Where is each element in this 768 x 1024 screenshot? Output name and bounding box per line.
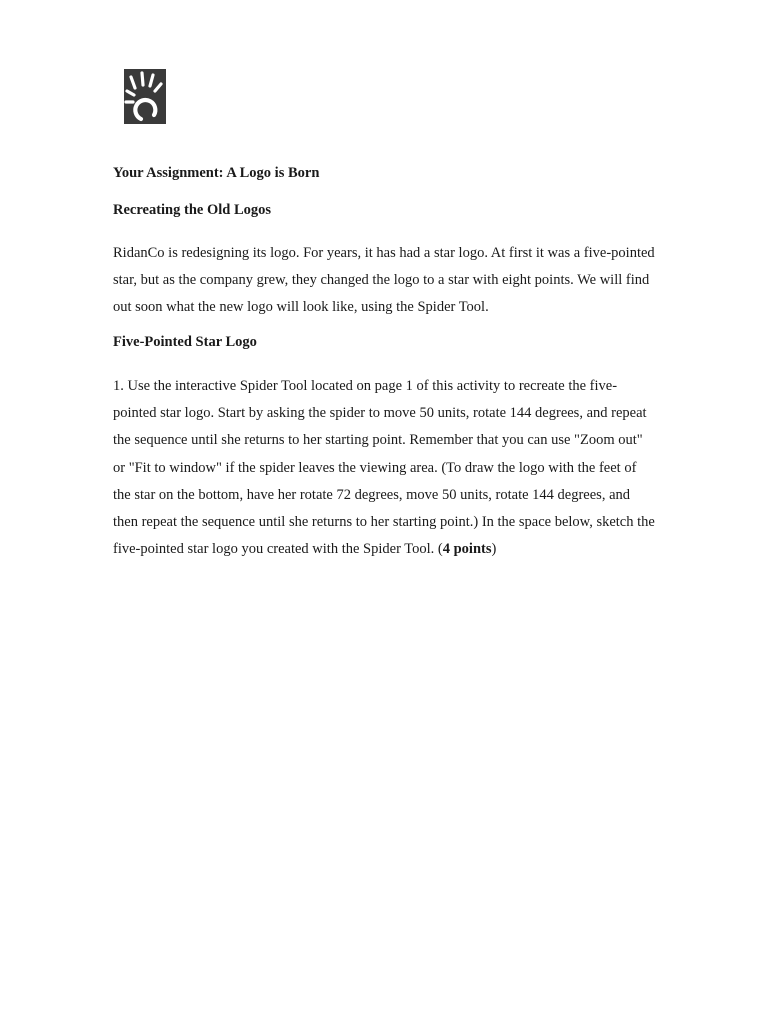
intro-paragraph xyxy=(113,240,681,322)
question-line: the sequence until she returns to her starting point. Remember that you can use "Zoom out" xyxy=(113,432,643,449)
question-last-line-suffix: ) xyxy=(491,541,497,558)
question-line: the star on the bottom, have her rotate 72 degrees, move 50 units, rotate 144 degrees, and xyxy=(113,486,631,503)
question-1-paragraph xyxy=(113,373,681,563)
intro-line: star, but as the company grew, they changed the logo to a star with eight points. We will find xyxy=(113,272,650,289)
question-line: pointed star logo. Start by asking the spider to move 50 units, rotate 144 degrees, and repeat xyxy=(113,405,647,422)
subsection-heading: Five-Pointed Star Logo xyxy=(113,334,257,350)
question-last-line xyxy=(113,536,681,563)
section-heading: Recreating the Old Logos xyxy=(113,202,272,218)
sunburst-logo-icon xyxy=(124,69,166,124)
question-points: 4 points xyxy=(442,541,492,558)
intro-line: out soon what the new logo will look like, using the Spider Tool. xyxy=(113,299,489,316)
question-line: 1. Use the interactive Spider Tool located on page 1 of this activity to recreate the five- xyxy=(113,378,618,394)
question-last-line-prefix: five-pointed star logo you created with the Spider Tool. ( xyxy=(113,541,443,558)
intro-line: RidanCo is redesigning its logo. For years, it has had a star logo. At first it was a five-pointed xyxy=(113,245,655,261)
document-title: Your Assignment: A Logo is Born xyxy=(113,165,320,181)
question-line: then repeat the sequence until she returns to her starting point.) In the space below, sketch the xyxy=(113,514,655,531)
question-line: or "Fit to window" if the spider leaves the viewing area. (To draw the logo with the feet of xyxy=(113,459,637,476)
